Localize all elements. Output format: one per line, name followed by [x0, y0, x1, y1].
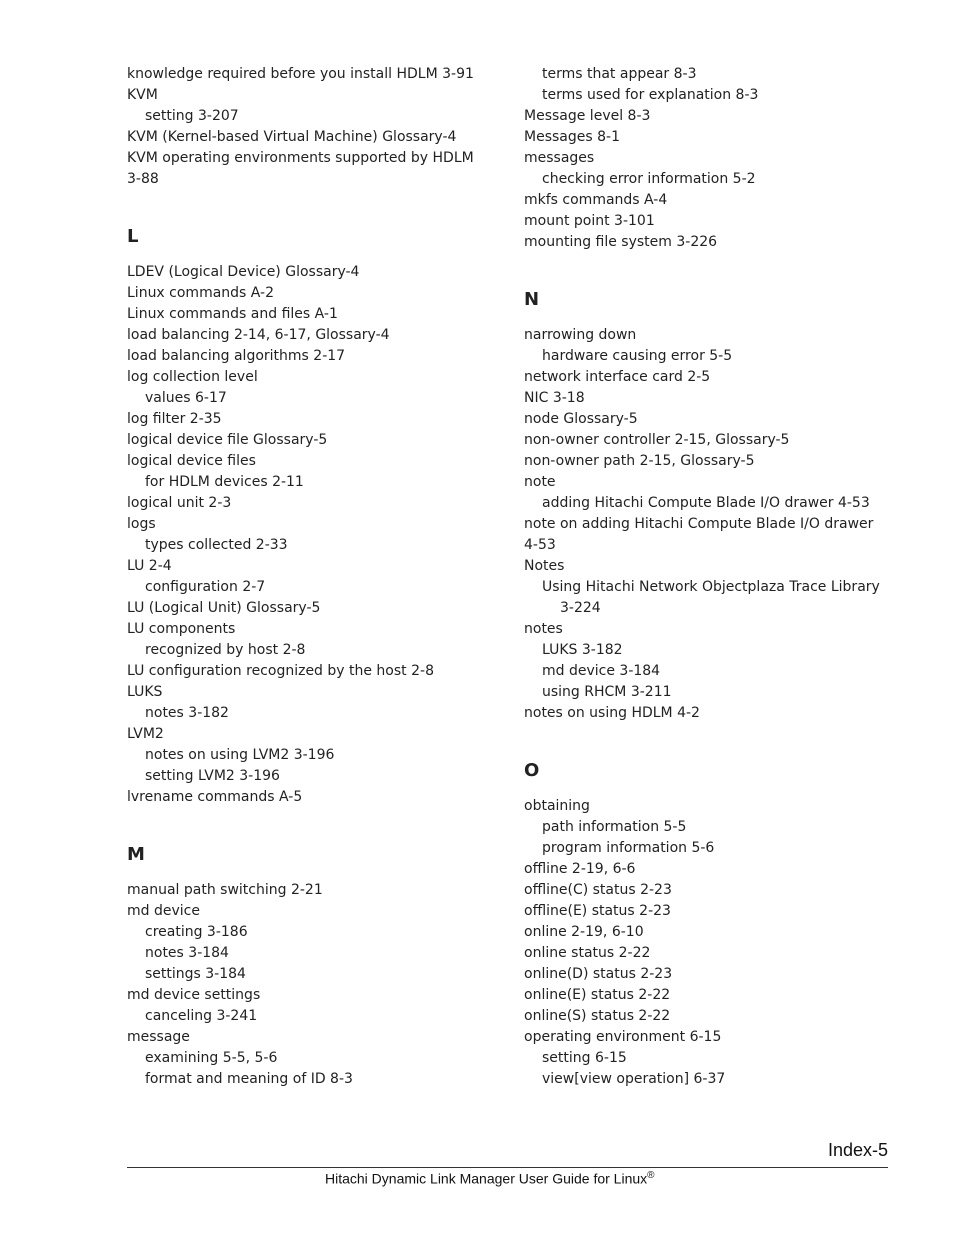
- index-subentry: view[view operation] 6-37: [542, 1071, 726, 1087]
- index-subentry: checking error information 5-2: [542, 171, 756, 187]
- index-subentry: creating 3-186: [145, 924, 248, 940]
- section-heading: O: [524, 760, 540, 781]
- index-subentry: canceling 3-241: [145, 1008, 258, 1024]
- index-entry: LDEV (Logical Device) Glossary-4: [127, 264, 360, 280]
- index-entry: md device: [127, 903, 200, 919]
- index-subentry: LUKS 3-182: [542, 642, 623, 658]
- index-entry: logical unit 2-3: [127, 495, 232, 511]
- index-subentry: notes on using LVM2 3-196: [145, 747, 335, 763]
- index-subentry: terms that appear 8-3: [542, 66, 697, 82]
- index-entry: message: [127, 1029, 190, 1045]
- section-heading: M: [127, 844, 145, 865]
- index-entry: node Glossary-5: [524, 411, 638, 427]
- index-entry: 4-53: [524, 537, 556, 553]
- section-heading: L: [127, 226, 139, 247]
- index-entry: LU configuration recognized by the host 2-8: [127, 663, 434, 679]
- index-subentry: setting LVM2 3-196: [145, 768, 280, 784]
- index-entry: manual path switching 2-21: [127, 882, 323, 898]
- index-subentry: for HDLM devices 2-11: [145, 474, 304, 490]
- index-subentry: setting 6-15: [542, 1050, 627, 1066]
- footer-divider: [127, 1167, 888, 1168]
- index-subentry: types collected 2-33: [145, 537, 288, 553]
- index-entry: online(E) status 2-22: [524, 987, 671, 1003]
- index-entry: KVM: [127, 87, 158, 103]
- index-entry: Linux commands A-2: [127, 285, 275, 301]
- index-subentry: format and meaning of ID 8-3: [145, 1071, 353, 1087]
- index-column-right: [524, 64, 894, 1090]
- index-entry: LU 2-4: [127, 558, 172, 574]
- index-entry: non-owner path 2-15, Glossary-5: [524, 453, 755, 469]
- page-number: Index-5: [827, 1140, 888, 1160]
- index-subentry: notes 3-182: [145, 705, 229, 721]
- index-entry: notes on using HDLM 4-2: [524, 705, 700, 721]
- index-subentry: setting 3-207: [145, 108, 239, 124]
- index-entry: non-owner controller 2-15, Glossary-5: [524, 432, 790, 448]
- index-entry: mkfs commands A-4: [524, 192, 668, 208]
- index-subentry: configuration 2-7: [145, 579, 266, 595]
- section-heading: N: [524, 289, 540, 310]
- index-entry: knowledge required before you install HDLM 3-91: [127, 66, 474, 82]
- index-subentry: values 6-17: [145, 390, 227, 406]
- index-entry: offline(C) status 2-23: [524, 882, 672, 898]
- index-entry: mount point 3-101: [524, 213, 655, 229]
- index-subentry: recognized by host 2-8: [145, 642, 306, 658]
- index-entry: NIC 3-18: [524, 390, 585, 406]
- index-entry: KVM (Kernel-based Virtual Machine) Glossary-4: [127, 129, 457, 145]
- index-entry: mounting file system 3-226: [524, 234, 718, 250]
- index-entry: notes: [524, 621, 563, 637]
- index-subentry: path information 5-5: [542, 819, 687, 835]
- index-entry: log collection level: [127, 369, 258, 385]
- index-subentry: examining 5-5, 5-6: [145, 1050, 278, 1066]
- index-entry: 3-88: [127, 171, 159, 187]
- index-entry: LU components: [127, 621, 236, 637]
- index-subentry: md device 3-184: [542, 663, 661, 679]
- index-entry: Message level 8-3: [524, 108, 651, 124]
- index-subentry: Using Hitachi Network Objectplaza Trace Library: [542, 579, 880, 595]
- index-entry: online(S) status 2-22: [524, 1008, 671, 1024]
- index-entry: load balancing algorithms 2-17: [127, 348, 346, 364]
- index-entry: Messages 8-1: [524, 129, 620, 145]
- footer-title: [325, 1170, 655, 1187]
- footer-title-text: Hitachi Dynamic Link Manager User Guide for Linux: [325, 1170, 648, 1187]
- index-entry: online 2-19, 6-10: [524, 924, 644, 940]
- index-entry: narrowing down: [524, 327, 637, 343]
- index-column-left: [127, 64, 497, 1090]
- index-entry: offline(E) status 2-23: [524, 903, 671, 919]
- index-entry: offline 2-19, 6-6: [524, 861, 636, 877]
- index-subentry: using RHCM 3-211: [542, 684, 672, 700]
- index-entry: operating environment 6-15: [524, 1029, 722, 1045]
- index-subentry: terms used for explanation 8-3: [542, 87, 759, 103]
- index-entry: LUKS: [127, 684, 163, 700]
- index-entry: load balancing 2-14, 6-17, Glossary-4: [127, 327, 390, 343]
- index-subentry: hardware causing error 5-5: [542, 348, 733, 364]
- registered-mark: ®: [647, 1170, 655, 1181]
- index-entry: online(D) status 2-23: [524, 966, 673, 982]
- index-subentry: program information 5-6: [542, 840, 715, 856]
- index-entry: lvrename commands A-5: [127, 789, 303, 805]
- index-entry: logical device files: [127, 453, 256, 469]
- index-entry: messages: [524, 150, 595, 166]
- index-entry: log filter 2-35: [127, 411, 222, 427]
- index-entry: logical device file Glossary-5: [127, 432, 328, 448]
- index-entry: online status 2-22: [524, 945, 651, 961]
- index-entry: network interface card 2-5: [524, 369, 711, 385]
- index-entry: note on adding Hitachi Compute Blade I/O drawer: [524, 516, 874, 532]
- index-entry: Linux commands and files A-1: [127, 306, 338, 322]
- index-subentry: settings 3-184: [145, 966, 246, 982]
- index-entry: md device settings: [127, 987, 261, 1003]
- index-entry: LU (Logical Unit) Glossary-5: [127, 600, 321, 616]
- index-entry: logs: [127, 516, 156, 532]
- index-subentry: adding Hitachi Compute Blade I/O drawer 4-53: [542, 495, 870, 511]
- index-subentry: 3-224: [560, 600, 601, 616]
- index-entry: LVM2: [127, 726, 164, 742]
- index-entry: Notes: [524, 558, 565, 574]
- index-entry: obtaining: [524, 798, 590, 814]
- index-entry: note: [524, 474, 556, 490]
- index-entry: KVM operating environments supported by HDLM: [127, 150, 474, 166]
- index-subentry: notes 3-184: [145, 945, 229, 961]
